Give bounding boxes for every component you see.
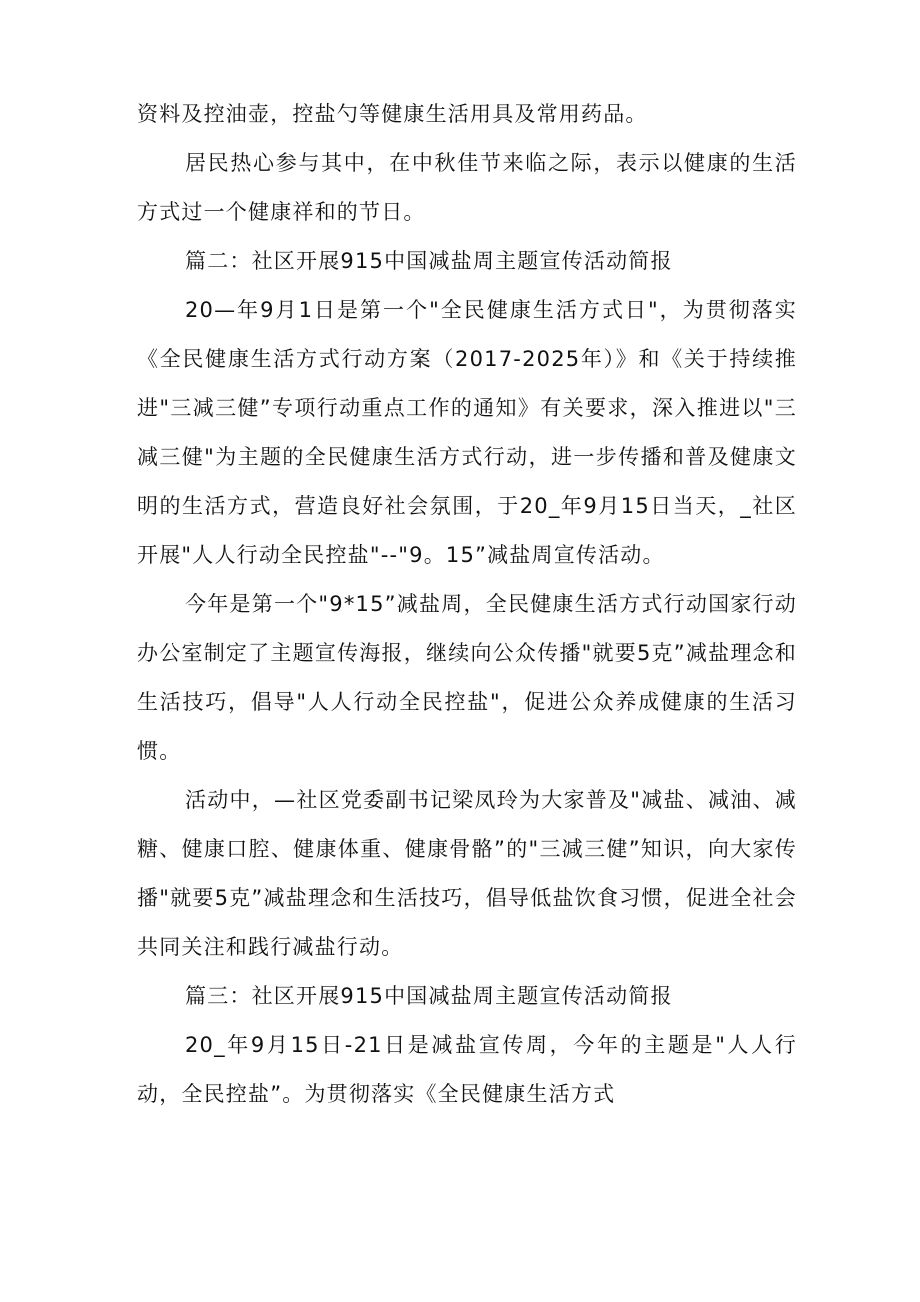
section-heading-part-two: 篇二：社区开展915中国减盐周主题宣传活动简报 xyxy=(185,249,673,273)
paragraph-promotion-week: 20_年9月15日-21日是减盐宣传周，今年的主题是"人人行动，全民控盐”。为贯彻落实《全民健康生活方式 xyxy=(137,1033,797,1106)
document-body xyxy=(137,90,797,1119)
paragraph-salt-week: 今年是第一个"9*15”减盐周，全民健康生活方式行动国家行动办公室制定了主题宣传海报，继续向公众传播"就要5克”减盐理念和生活技巧，倡导"人人行动全民控盐"，促进公众养成健康的生活习惯。 xyxy=(137,592,797,763)
paragraph-activity: 活动中，—社区党委副书记梁凤玲为大家普及"减盐、减油、减糖、健康口腔、健康体重、健康骨骼”的"三减三健”知识，向大家传播"就要5克”减盐理念和生活技巧，倡导低盐饮食习惯，促进全社会共同关注和践行减盐行动。 xyxy=(137,788,797,959)
paragraph-continuation: 资料及控油壶，控盐勺等健康生活用具及常用药品。 xyxy=(137,102,648,126)
section-heading-part-three: 篇三：社区开展915中国减盐周主题宣传活动简报 xyxy=(185,984,673,1008)
paragraph-residents: 居民热心参与其中，在中秋佳节来临之际，表示以健康的生活方式过一个健康祥和的节日。 xyxy=(137,151,797,224)
paragraph-health-day: 20—年9月1日是第一个"全民健康生活方式日"，为贯彻落实《全民健康生活方式行动方案（2017-2025年）》和《关于持续推进"三减三健”专项行动重点工作的通知》有关要求，深入推进以"三减三健"为主题的全民健康生活方式行动，进一步传播和普及健康文明的生活方式，营造良好社会氛围，于20_年9月15日当天，_社区开展"人人行动全民控盐"--"9。15”减盐周宣传活动。 xyxy=(137,298,797,567)
